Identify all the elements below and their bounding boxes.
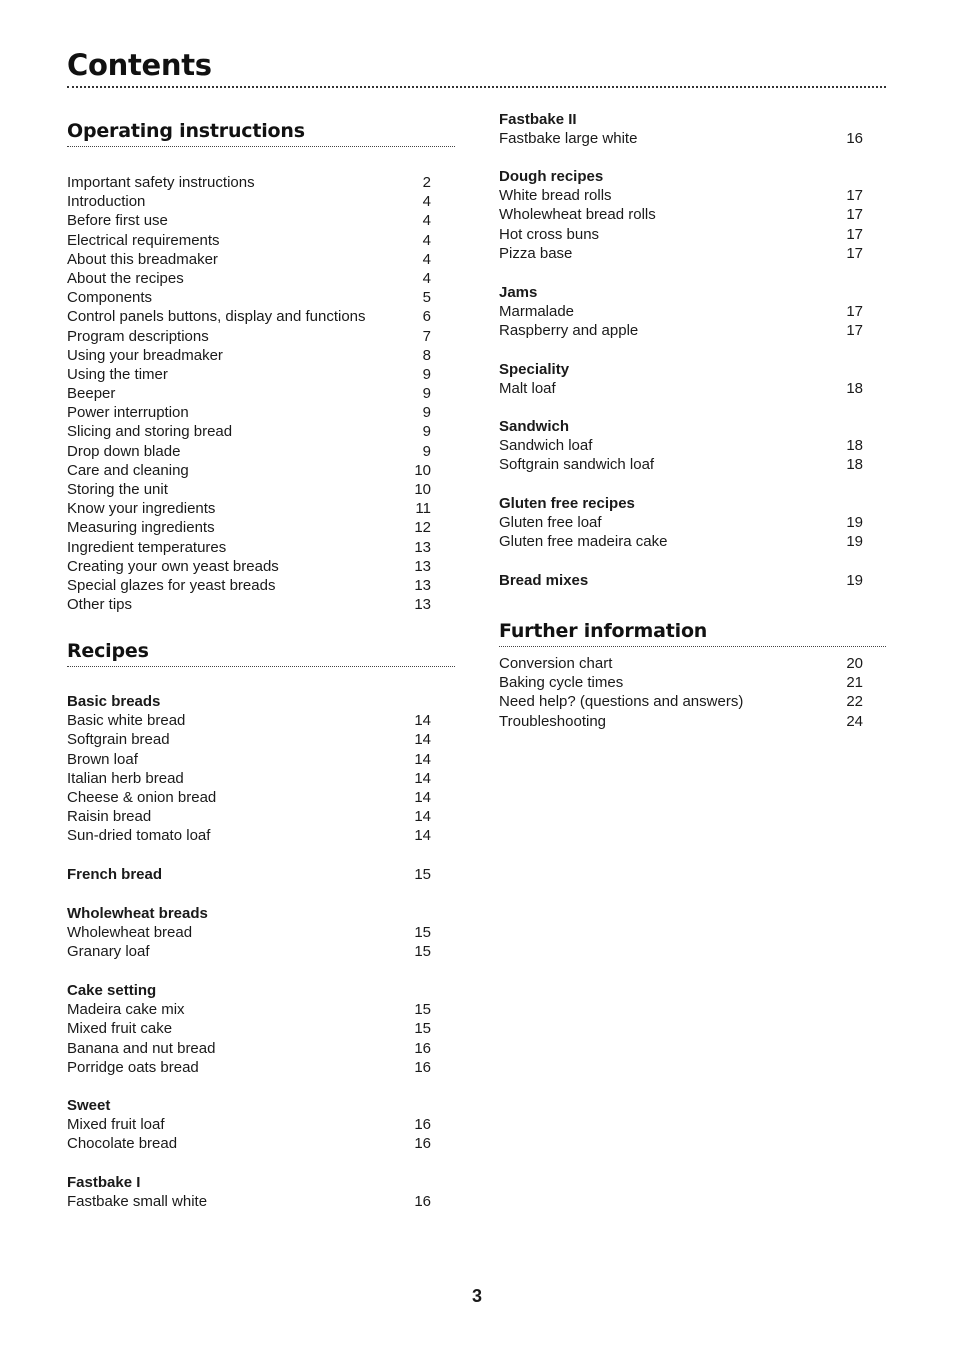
page-number: 3 <box>471 1286 482 1306</box>
entry-page: 14 <box>414 808 431 826</box>
entry-label: Know your ingredients <box>67 500 216 518</box>
entry-page: 9 <box>422 365 431 383</box>
entry-label: Care and cleaning <box>67 461 189 479</box>
entry-page: 4 <box>422 231 431 249</box>
entry-label: Baking cycle times <box>499 674 624 692</box>
toc-entry[interactable] <box>499 692 863 711</box>
entry-page: 13 <box>414 557 431 575</box>
entry-label: Italian herb bread <box>67 769 184 787</box>
entry-label: French bread <box>67 866 163 883</box>
gluten-free-title: Gluten free recipes <box>499 495 635 512</box>
toc-entry[interactable] <box>67 750 431 769</box>
entry-page: 14 <box>414 827 431 845</box>
cake-setting-title: Cake setting <box>67 982 157 999</box>
sweet-list <box>67 1115 431 1153</box>
fastbake-1-title: Fastbake I <box>67 1174 141 1191</box>
french-bread-entry[interactable] <box>67 865 431 884</box>
entry-label: Fastbake large white <box>499 130 638 148</box>
entry-page: 19 <box>846 533 863 551</box>
wholewheat-breads-list <box>67 923 431 961</box>
entry-label: Gluten free madeira cake <box>499 533 668 551</box>
entry-page: 10 <box>414 481 431 498</box>
entry-label: Granary loaf <box>67 943 150 961</box>
entry-page: 24 <box>846 712 863 730</box>
entry-page: 17 <box>846 187 863 205</box>
entry-page: 16 <box>414 1116 431 1134</box>
entry-page: 4 <box>422 193 431 211</box>
entry-label: Conversion chart <box>499 655 613 672</box>
entry-page: 6 <box>422 308 431 326</box>
toc-entry[interactable] <box>67 557 431 576</box>
entry-label: Gluten free loaf <box>499 514 602 532</box>
toc-entry[interactable] <box>67 942 431 961</box>
entry-label: Slicing and storing bread <box>67 423 233 441</box>
entry-page: 17 <box>846 303 863 321</box>
entry-page: 9 <box>422 423 431 441</box>
fastbake-2-group <box>499 110 863 148</box>
toc-entry[interactable] <box>67 1058 431 1077</box>
toc-entry[interactable] <box>67 538 431 557</box>
dough-recipes-title: Dough recipes <box>499 168 604 185</box>
bread-mixes-group <box>499 571 863 590</box>
further-information-list <box>499 654 863 731</box>
further-information-heading: Further information <box>499 620 708 642</box>
toc-entry[interactable] <box>67 250 431 269</box>
toc-entry[interactable] <box>499 455 863 474</box>
sandwich-title: Sandwich <box>499 418 570 435</box>
toc-entry[interactable] <box>67 1192 431 1211</box>
entry-label: Electrical requirements <box>67 231 220 249</box>
french-bread-group <box>67 865 431 884</box>
entry-page: 14 <box>414 750 431 768</box>
operating-instructions-heading: Operating instructions <box>67 120 305 142</box>
entry-page: 16 <box>414 1058 431 1076</box>
entry-page: 13 <box>414 576 431 594</box>
entry-page: 15 <box>414 924 431 942</box>
title-divider <box>67 86 886 88</box>
speciality-title: Speciality <box>499 361 570 378</box>
entry-label: Mixed fruit loaf <box>67 1116 165 1134</box>
entry-page: 15 <box>414 1020 431 1038</box>
entry-page: 10 <box>414 461 431 479</box>
toc-entry[interactable] <box>67 269 431 288</box>
further-information-divider <box>499 646 886 647</box>
entry-page: 21 <box>846 674 863 692</box>
entry-label: Banana and nut bread <box>67 1039 216 1057</box>
entry-page: 16 <box>414 1039 431 1057</box>
entry-page: 8 <box>422 346 431 364</box>
entry-label: Mixed fruit cake <box>67 1020 173 1038</box>
toc-entry[interactable] <box>499 302 863 321</box>
entry-label: Power interruption <box>67 404 189 422</box>
toc-entry[interactable] <box>67 461 431 480</box>
entry-label: Other tips <box>67 596 133 614</box>
entry-page: 17 <box>846 225 863 243</box>
entry-label: Troubleshooting <box>499 712 607 730</box>
jams-list <box>499 302 863 340</box>
page-title: Contents <box>67 48 212 82</box>
entry-page: 14 <box>414 712 431 730</box>
toc-entry[interactable] <box>499 513 863 532</box>
dough-recipes-list <box>499 186 863 263</box>
toc-entry[interactable] <box>67 518 431 537</box>
operating-instructions-group <box>67 173 431 614</box>
entry-label: Cheese & onion bread <box>67 788 217 806</box>
entry-label: Basic white bread <box>67 712 186 730</box>
entry-label: Malt loaf <box>499 380 556 398</box>
toc-entry[interactable] <box>67 826 431 845</box>
sandwich-group <box>499 417 863 475</box>
toc-entry[interactable] <box>67 384 431 403</box>
entry-label: Before first use <box>67 212 168 230</box>
gluten-free-group <box>499 494 863 552</box>
toc-entry[interactable] <box>499 205 863 224</box>
entry-label: Sun-dried tomato loaf <box>67 827 211 845</box>
entry-label: Introduction <box>67 193 146 211</box>
entry-label: Components <box>67 289 153 307</box>
toc-entry[interactable] <box>67 365 431 384</box>
toc-entry[interactable] <box>499 321 863 340</box>
operating-instructions-divider <box>67 146 455 147</box>
entry-label: Ingredient temperatures <box>67 538 227 556</box>
entry-page: 16 <box>414 1135 431 1153</box>
entry-label: Measuring ingredients <box>67 519 215 537</box>
entry-page: 14 <box>414 788 431 806</box>
entry-page: 4 <box>422 212 431 230</box>
entry-label: Porridge oats bread <box>67 1058 199 1076</box>
entry-label: Pizza base <box>499 244 573 262</box>
entry-label: Control panels buttons, display and functions <box>67 308 366 326</box>
toc-entry[interactable] <box>67 327 431 346</box>
sweet-group <box>67 1096 431 1154</box>
entry-page: 12 <box>414 519 431 537</box>
toc-entry[interactable] <box>499 225 863 244</box>
entry-label: Program descriptions <box>67 327 209 345</box>
entry-label: Need help? (questions and answers) <box>499 693 744 711</box>
recipes-heading: Recipes <box>67 640 149 662</box>
basic-breads-group <box>67 692 431 846</box>
entry-page: 18 <box>846 437 863 455</box>
speciality-list <box>499 379 863 398</box>
entry-page: 22 <box>846 693 863 711</box>
entry-page: 13 <box>414 596 431 614</box>
entry-page: 14 <box>414 769 431 787</box>
entry-label: Important safety instructions <box>67 174 255 191</box>
fastbake-2-title: Fastbake II <box>499 111 577 128</box>
entry-page: 17 <box>846 322 863 340</box>
toc-entry[interactable] <box>67 1039 431 1058</box>
entry-page: 9 <box>422 385 431 403</box>
entry-page: 11 <box>415 500 431 518</box>
toc-entry[interactable] <box>67 422 431 441</box>
toc-entry[interactable] <box>67 211 431 230</box>
entry-page: 7 <box>422 327 431 345</box>
entry-page: 19 <box>846 572 863 589</box>
entry-label: Special glazes for yeast breads <box>67 576 276 594</box>
entry-label: Madeira cake mix <box>67 1001 185 1019</box>
toc-entry[interactable] <box>67 1115 431 1134</box>
toc-entry[interactable] <box>67 192 431 211</box>
toc-entry[interactable] <box>67 923 431 942</box>
entry-label: Storing the unit <box>67 481 168 498</box>
entry-page: 16 <box>846 130 863 148</box>
toc-entry[interactable] <box>67 576 431 595</box>
entry-label: About the recipes <box>67 269 184 287</box>
entry-label: Drop down blade <box>67 442 181 460</box>
wholewheat-breads-title: Wholewheat breads <box>67 905 208 922</box>
entry-page: 5 <box>422 289 431 307</box>
toc-entry[interactable] <box>499 654 863 673</box>
entry-label: White bread rolls <box>499 187 612 205</box>
entry-label: Beeper <box>67 385 116 403</box>
entry-page: 17 <box>846 206 863 224</box>
sweet-title: Sweet <box>67 1097 111 1114</box>
gluten-free-list <box>499 513 863 551</box>
entry-label: Raisin bread <box>67 808 152 826</box>
toc-entry[interactable] <box>67 442 431 461</box>
entry-label: Bread mixes <box>499 572 589 589</box>
jams-title: Jams <box>499 284 538 301</box>
sandwich-list <box>499 436 863 474</box>
bread-mixes-entry[interactable] <box>499 571 863 590</box>
toc-entry[interactable] <box>67 1000 431 1019</box>
fastbake-1-list <box>67 1192 431 1211</box>
entry-page: 4 <box>422 250 431 268</box>
entry-page: 2 <box>422 174 431 191</box>
entry-page: 9 <box>422 404 431 422</box>
basic-breads-list <box>67 711 431 845</box>
toc-entry[interactable] <box>499 244 863 263</box>
entry-page: 18 <box>846 456 863 474</box>
entry-label: Raspberry and apple <box>499 322 639 340</box>
entry-label: Using your breadmaker <box>67 346 223 364</box>
toc-entry[interactable] <box>67 499 431 518</box>
entry-page: 14 <box>414 731 431 749</box>
entry-label: About this breadmaker <box>67 250 218 268</box>
toc-entry[interactable] <box>499 712 863 731</box>
entry-page: 15 <box>414 943 431 961</box>
entry-page: 17 <box>846 244 863 262</box>
toc-entry[interactable] <box>67 480 431 499</box>
fastbake-1-group <box>67 1173 431 1211</box>
entry-label: Softgrain sandwich loaf <box>499 456 655 474</box>
toc-entry[interactable] <box>67 346 431 365</box>
further-information-group <box>499 654 863 731</box>
entry-label: Softgrain bread <box>67 731 170 749</box>
entry-label: Wholewheat bread rolls <box>499 206 656 224</box>
toc-entry[interactable] <box>67 711 431 730</box>
entry-page: 20 <box>846 655 863 672</box>
toc-entry[interactable] <box>499 379 863 398</box>
cake-setting-list <box>67 1000 431 1077</box>
entry-page: 15 <box>414 866 431 883</box>
jams-group <box>499 283 863 341</box>
speciality-group <box>499 360 863 398</box>
toc-entry[interactable] <box>499 129 863 148</box>
entry-page: 4 <box>422 269 431 287</box>
toc-entry[interactable] <box>67 403 431 422</box>
toc-entry[interactable] <box>67 288 431 307</box>
wholewheat-breads-group <box>67 904 431 962</box>
dough-recipes-group <box>499 167 863 263</box>
toc-entry[interactable] <box>67 730 431 749</box>
entry-page: 18 <box>846 380 863 398</box>
entry-label: Wholewheat bread <box>67 924 193 942</box>
entry-label: Using the timer <box>67 365 168 383</box>
entry-page: 15 <box>414 1001 431 1019</box>
toc-entry[interactable] <box>67 173 431 192</box>
toc-entry[interactable] <box>67 231 431 250</box>
entry-label: Chocolate bread <box>67 1135 178 1153</box>
entry-page: 19 <box>846 514 863 532</box>
entry-label: Marmalade <box>499 303 575 321</box>
entry-label: Fastbake small white <box>67 1193 208 1211</box>
toc-entry[interactable] <box>67 1134 431 1153</box>
toc-entry[interactable] <box>67 307 431 326</box>
fastbake-2-list <box>499 129 863 148</box>
recipes-divider <box>67 666 455 667</box>
toc-entry[interactable] <box>67 807 431 826</box>
toc-entry[interactable] <box>67 1019 431 1038</box>
operating-instructions-list <box>67 173 431 614</box>
cake-setting-group <box>67 981 431 1077</box>
toc-entry[interactable] <box>67 788 431 807</box>
toc-entry[interactable] <box>499 532 863 551</box>
entry-page: 16 <box>414 1193 431 1211</box>
entry-label: Brown loaf <box>67 750 138 768</box>
entry-label: Sandwich loaf <box>499 437 593 455</box>
toc-entry[interactable] <box>499 673 863 692</box>
entry-label: Hot cross buns <box>499 225 600 243</box>
toc-entry[interactable] <box>499 436 863 455</box>
entry-label: Creating your own yeast breads <box>67 557 279 575</box>
toc-entry[interactable] <box>499 186 863 205</box>
entry-page: 13 <box>414 538 431 556</box>
basic-breads-title: Basic breads <box>67 693 161 710</box>
toc-entry[interactable] <box>67 769 431 788</box>
entry-page: 9 <box>422 442 431 460</box>
toc-entry[interactable] <box>67 595 431 614</box>
